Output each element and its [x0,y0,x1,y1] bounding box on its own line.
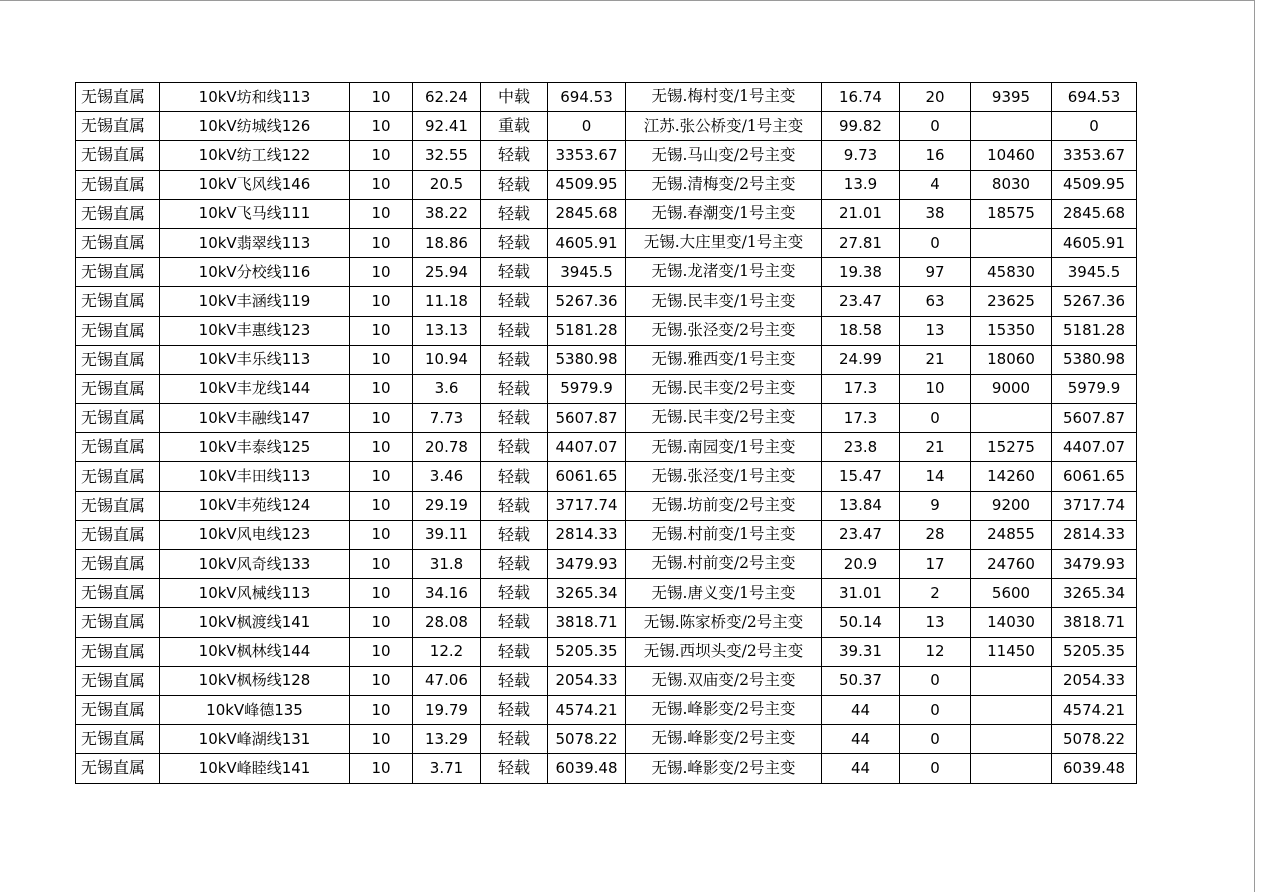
user-capacity-cell: 45830 [971,258,1052,287]
table-row [76,112,1137,141]
line-name-cell: 10kV丰田线113 [160,462,350,491]
table-row [76,228,1137,257]
load-level-cell: 轻载 [481,520,548,549]
transformer-load-cell: 99.82 [822,112,900,141]
user-capacity-cell: 9000 [971,374,1052,403]
available-capacity-cell: 4605.91 [548,228,626,257]
org-cell: 无锡直属 [76,754,160,783]
load-level-cell: 轻载 [481,374,548,403]
org-cell: 无锡直属 [76,520,160,549]
substation-cell: 无锡.西坝头变/2号主变 [626,637,822,666]
line-name-cell: 10kV枫林线144 [160,637,350,666]
remaining-capacity-cell: 6061.65 [1052,462,1137,491]
line-name-cell: 10kV飞风线146 [160,170,350,199]
voltage-cell: 10 [350,462,413,491]
load-level-cell: 轻载 [481,608,548,637]
remaining-capacity-cell: 3945.5 [1052,258,1137,287]
table-row [76,404,1137,433]
user-count-cell: 0 [900,404,971,433]
table-row [76,83,1137,112]
transformer-load-cell: 23.8 [822,433,900,462]
transformer-load-cell: 44 [822,754,900,783]
table-body [76,83,1137,784]
load-rate-cell: 20.5 [413,170,481,199]
load-level-cell: 轻载 [481,433,548,462]
voltage-cell: 10 [350,316,413,345]
org-cell: 无锡直属 [76,316,160,345]
remaining-capacity-cell: 3717.74 [1052,491,1137,520]
voltage-cell: 10 [350,725,413,754]
table-row [76,520,1137,549]
load-level-cell: 轻载 [481,462,548,491]
user-capacity-cell: 11450 [971,637,1052,666]
voltage-cell: 10 [350,374,413,403]
user-count-cell: 0 [900,666,971,695]
substation-cell: 无锡.村前变/2号主变 [626,550,822,579]
user-count-cell: 13 [900,316,971,345]
load-level-cell: 中载 [481,83,548,112]
substation-cell: 无锡.峰影变/2号主变 [626,725,822,754]
remaining-capacity-cell: 4574.21 [1052,695,1137,724]
line-name-cell: 10kV峰德135 [160,695,350,724]
transformer-load-cell: 50.14 [822,608,900,637]
line-name-cell: 10kV分校线116 [160,258,350,287]
remaining-capacity-cell: 5607.87 [1052,404,1137,433]
load-rate-cell: 92.41 [413,112,481,141]
load-rate-cell: 13.29 [413,725,481,754]
load-level-cell: 轻载 [481,258,548,287]
org-cell: 无锡直属 [76,83,160,112]
voltage-cell: 10 [350,433,413,462]
load-level-cell: 轻载 [481,754,548,783]
user-count-cell: 2 [900,579,971,608]
org-cell: 无锡直属 [76,725,160,754]
user-count-cell: 63 [900,287,971,316]
user-count-cell: 14 [900,462,971,491]
table-row [76,374,1137,403]
line-name-cell: 10kV丰泰线125 [160,433,350,462]
org-cell: 无锡直属 [76,199,160,228]
org-cell: 无锡直属 [76,491,160,520]
transformer-load-cell: 21.01 [822,199,900,228]
user-capacity-cell: 14260 [971,462,1052,491]
available-capacity-cell: 6061.65 [548,462,626,491]
table-row [76,462,1137,491]
available-capacity-cell: 2845.68 [548,199,626,228]
available-capacity-cell: 5205.35 [548,637,626,666]
load-rate-cell: 12.2 [413,637,481,666]
substation-cell: 无锡.峰影变/2号主变 [626,695,822,724]
load-level-cell: 轻载 [481,550,548,579]
voltage-cell: 10 [350,199,413,228]
org-cell: 无锡直属 [76,404,160,433]
substation-cell: 无锡.坊前变/2号主变 [626,491,822,520]
remaining-capacity-cell: 694.53 [1052,83,1137,112]
line-name-cell: 10kV枫渡线141 [160,608,350,637]
org-cell: 无锡直属 [76,141,160,170]
table-row [76,287,1137,316]
substation-cell: 无锡.陈家桥变/2号主变 [626,608,822,637]
load-rate-cell: 28.08 [413,608,481,637]
remaining-capacity-cell: 5078.22 [1052,725,1137,754]
voltage-cell: 10 [350,258,413,287]
load-level-cell: 轻载 [481,345,548,374]
org-cell: 无锡直属 [76,228,160,257]
remaining-capacity-cell: 3353.67 [1052,141,1137,170]
user-count-cell: 21 [900,433,971,462]
load-level-cell: 轻载 [481,228,548,257]
substation-cell: 无锡.唐义变/1号主变 [626,579,822,608]
load-rate-cell: 7.73 [413,404,481,433]
remaining-capacity-cell: 4509.95 [1052,170,1137,199]
voltage-cell: 10 [350,637,413,666]
load-rate-cell: 29.19 [413,491,481,520]
voltage-cell: 10 [350,141,413,170]
transformer-load-cell: 31.01 [822,579,900,608]
user-capacity-cell [971,754,1052,783]
user-capacity-cell: 18575 [971,199,1052,228]
substation-cell: 无锡.张泾变/2号主变 [626,316,822,345]
remaining-capacity-cell: 3818.71 [1052,608,1137,637]
available-capacity-cell: 3818.71 [548,608,626,637]
substation-cell: 无锡.梅村变/1号主变 [626,83,822,112]
line-name-cell: 10kV丰苑线124 [160,491,350,520]
available-capacity-cell: 3945.5 [548,258,626,287]
table-row [76,550,1137,579]
voltage-cell: 10 [350,579,413,608]
available-capacity-cell: 3479.93 [548,550,626,579]
transformer-load-cell: 44 [822,695,900,724]
line-name-cell: 10kV风电线123 [160,520,350,549]
line-name-cell: 10kV风械线113 [160,579,350,608]
remaining-capacity-cell: 3479.93 [1052,550,1137,579]
remaining-capacity-cell: 2814.33 [1052,520,1137,549]
available-capacity-cell: 2054.33 [548,666,626,695]
table-row [76,666,1137,695]
user-count-cell: 20 [900,83,971,112]
transformer-load-cell: 39.31 [822,637,900,666]
substation-cell: 无锡.春潮变/1号主变 [626,199,822,228]
table-row [76,345,1137,374]
remaining-capacity-cell: 6039.48 [1052,754,1137,783]
remaining-capacity-cell: 5181.28 [1052,316,1137,345]
load-level-cell: 轻载 [481,725,548,754]
line-name-cell: 10kV丰融线147 [160,404,350,433]
load-rate-cell: 19.79 [413,695,481,724]
table-row [76,725,1137,754]
available-capacity-cell: 0 [548,112,626,141]
transformer-load-cell: 17.3 [822,404,900,433]
available-capacity-cell: 3353.67 [548,141,626,170]
user-count-cell: 28 [900,520,971,549]
available-capacity-cell: 5380.98 [548,345,626,374]
user-capacity-cell [971,228,1052,257]
line-name-cell: 10kV丰惠线123 [160,316,350,345]
substation-cell: 无锡.峰影变/2号主变 [626,754,822,783]
voltage-cell: 10 [350,666,413,695]
org-cell: 无锡直属 [76,112,160,141]
org-cell: 无锡直属 [76,666,160,695]
transformer-load-cell: 24.99 [822,345,900,374]
org-cell: 无锡直属 [76,695,160,724]
remaining-capacity-cell: 5380.98 [1052,345,1137,374]
line-name-cell: 10kV坊和线113 [160,83,350,112]
substation-cell: 无锡.民丰变/2号主变 [626,374,822,403]
user-capacity-cell: 24855 [971,520,1052,549]
load-rate-cell: 3.71 [413,754,481,783]
line-name-cell: 10kV丰龙线144 [160,374,350,403]
available-capacity-cell: 4509.95 [548,170,626,199]
user-count-cell: 13 [900,608,971,637]
available-capacity-cell: 4574.21 [548,695,626,724]
load-level-cell: 轻载 [481,491,548,520]
substation-cell: 无锡.龙渚变/1号主变 [626,258,822,287]
line-name-cell: 10kV丰涵线119 [160,287,350,316]
voltage-cell: 10 [350,520,413,549]
table-row [76,316,1137,345]
substation-cell: 无锡.村前变/1号主变 [626,520,822,549]
load-level-cell: 轻载 [481,141,548,170]
substation-cell: 无锡.张泾变/1号主变 [626,462,822,491]
org-cell: 无锡直属 [76,608,160,637]
user-count-cell: 10 [900,374,971,403]
line-name-cell: 10kV峰湖线131 [160,725,350,754]
user-capacity-cell: 15275 [971,433,1052,462]
line-name-cell: 10kV丰乐线113 [160,345,350,374]
user-capacity-cell: 18060 [971,345,1052,374]
table-row [76,170,1137,199]
remaining-capacity-cell: 4407.07 [1052,433,1137,462]
available-capacity-cell: 6039.48 [548,754,626,783]
line-name-cell: 10kV风奇线133 [160,550,350,579]
voltage-cell: 10 [350,550,413,579]
org-cell: 无锡直属 [76,433,160,462]
load-level-cell: 轻载 [481,666,548,695]
load-level-cell: 轻载 [481,637,548,666]
user-capacity-cell: 14030 [971,608,1052,637]
table-row [76,199,1137,228]
voltage-cell: 10 [350,608,413,637]
voltage-cell: 10 [350,170,413,199]
available-capacity-cell: 5078.22 [548,725,626,754]
remaining-capacity-cell: 5205.35 [1052,637,1137,666]
table-row [76,491,1137,520]
transformer-load-cell: 16.74 [822,83,900,112]
user-capacity-cell: 10460 [971,141,1052,170]
substation-cell: 无锡.马山变/2号主变 [626,141,822,170]
load-level-cell: 轻载 [481,170,548,199]
user-capacity-cell [971,666,1052,695]
load-rate-cell: 13.13 [413,316,481,345]
voltage-cell: 10 [350,754,413,783]
user-capacity-cell [971,695,1052,724]
table-row [76,754,1137,783]
load-rate-cell: 20.78 [413,433,481,462]
available-capacity-cell: 694.53 [548,83,626,112]
voltage-cell: 10 [350,83,413,112]
remaining-capacity-cell: 2054.33 [1052,666,1137,695]
org-cell: 无锡直属 [76,637,160,666]
load-rate-cell: 3.46 [413,462,481,491]
remaining-capacity-cell: 5267.36 [1052,287,1137,316]
load-level-cell: 轻载 [481,287,548,316]
user-capacity-cell: 9395 [971,83,1052,112]
transformer-load-cell: 13.9 [822,170,900,199]
remaining-capacity-cell: 2845.68 [1052,199,1137,228]
transformer-load-cell: 23.47 [822,287,900,316]
table-row [76,258,1137,287]
remaining-capacity-cell: 0 [1052,112,1137,141]
user-count-cell: 38 [900,199,971,228]
transformer-load-cell: 27.81 [822,228,900,257]
load-rate-cell: 31.8 [413,550,481,579]
user-capacity-cell: 5600 [971,579,1052,608]
load-rate-cell: 39.11 [413,520,481,549]
user-capacity-cell [971,112,1052,141]
feeder-load-table [75,82,1137,784]
load-level-cell: 轻载 [481,404,548,433]
voltage-cell: 10 [350,695,413,724]
org-cell: 无锡直属 [76,170,160,199]
available-capacity-cell: 4407.07 [548,433,626,462]
user-count-cell: 4 [900,170,971,199]
user-capacity-cell: 8030 [971,170,1052,199]
table-row [76,695,1137,724]
user-count-cell: 12 [900,637,971,666]
transformer-load-cell: 17.3 [822,374,900,403]
remaining-capacity-cell: 3265.34 [1052,579,1137,608]
transformer-load-cell: 13.84 [822,491,900,520]
load-rate-cell: 62.24 [413,83,481,112]
line-name-cell: 10kV峰睦线141 [160,754,350,783]
load-level-cell: 轻载 [481,579,548,608]
load-rate-cell: 47.06 [413,666,481,695]
org-cell: 无锡直属 [76,550,160,579]
transformer-load-cell: 18.58 [822,316,900,345]
substation-cell: 江苏.张公桥变/1号主变 [626,112,822,141]
remaining-capacity-cell: 5979.9 [1052,374,1137,403]
load-level-cell: 轻载 [481,695,548,724]
transformer-load-cell: 44 [822,725,900,754]
substation-cell: 无锡.双庙变/2号主变 [626,666,822,695]
load-level-cell: 轻载 [481,199,548,228]
table-row [76,433,1137,462]
user-capacity-cell: 15350 [971,316,1052,345]
user-capacity-cell: 23625 [971,287,1052,316]
substation-cell: 无锡.清梅变/2号主变 [626,170,822,199]
load-rate-cell: 34.16 [413,579,481,608]
load-level-cell: 重载 [481,112,548,141]
transformer-load-cell: 20.9 [822,550,900,579]
line-name-cell: 10kV翡翠线113 [160,228,350,257]
available-capacity-cell: 3265.34 [548,579,626,608]
user-count-cell: 0 [900,112,971,141]
voltage-cell: 10 [350,228,413,257]
user-count-cell: 0 [900,695,971,724]
user-count-cell: 9 [900,491,971,520]
substation-cell: 无锡.南园变/1号主变 [626,433,822,462]
user-count-cell: 0 [900,754,971,783]
user-capacity-cell [971,404,1052,433]
line-name-cell: 10kV纺工线122 [160,141,350,170]
org-cell: 无锡直属 [76,345,160,374]
available-capacity-cell: 5181.28 [548,316,626,345]
user-count-cell: 16 [900,141,971,170]
voltage-cell: 10 [350,287,413,316]
transformer-load-cell: 9.73 [822,141,900,170]
user-capacity-cell: 9200 [971,491,1052,520]
user-count-cell: 0 [900,228,971,257]
line-name-cell: 10kV飞马线111 [160,199,350,228]
voltage-cell: 10 [350,404,413,433]
load-rate-cell: 25.94 [413,258,481,287]
voltage-cell: 10 [350,112,413,141]
available-capacity-cell: 5979.9 [548,374,626,403]
line-name-cell: 10kV纺城线126 [160,112,350,141]
substation-cell: 无锡.民丰变/2号主变 [626,404,822,433]
org-cell: 无锡直属 [76,374,160,403]
org-cell: 无锡直属 [76,258,160,287]
table-row [76,608,1137,637]
transformer-load-cell: 15.47 [822,462,900,491]
user-count-cell: 17 [900,550,971,579]
load-rate-cell: 18.86 [413,228,481,257]
org-cell: 无锡直属 [76,287,160,316]
remaining-capacity-cell: 4605.91 [1052,228,1137,257]
user-count-cell: 21 [900,345,971,374]
org-cell: 无锡直属 [76,579,160,608]
user-count-cell: 97 [900,258,971,287]
load-rate-cell: 11.18 [413,287,481,316]
available-capacity-cell: 5607.87 [548,404,626,433]
available-capacity-cell: 5267.36 [548,287,626,316]
load-rate-cell: 3.6 [413,374,481,403]
line-name-cell: 10kV枫杨线128 [160,666,350,695]
user-capacity-cell: 24760 [971,550,1052,579]
available-capacity-cell: 2814.33 [548,520,626,549]
available-capacity-cell: 3717.74 [548,491,626,520]
voltage-cell: 10 [350,345,413,374]
table-row [76,637,1137,666]
substation-cell: 无锡.民丰变/1号主变 [626,287,822,316]
transformer-load-cell: 23.47 [822,520,900,549]
voltage-cell: 10 [350,491,413,520]
table-row [76,579,1137,608]
load-rate-cell: 38.22 [413,199,481,228]
org-cell: 无锡直属 [76,462,160,491]
transformer-load-cell: 19.38 [822,258,900,287]
load-level-cell: 轻载 [481,316,548,345]
transformer-load-cell: 50.37 [822,666,900,695]
user-count-cell: 0 [900,725,971,754]
substation-cell: 无锡.雅西变/1号主变 [626,345,822,374]
substation-cell: 无锡.大庄里变/1号主变 [626,228,822,257]
load-rate-cell: 32.55 [413,141,481,170]
load-rate-cell: 10.94 [413,345,481,374]
user-capacity-cell [971,725,1052,754]
table-row [76,141,1137,170]
